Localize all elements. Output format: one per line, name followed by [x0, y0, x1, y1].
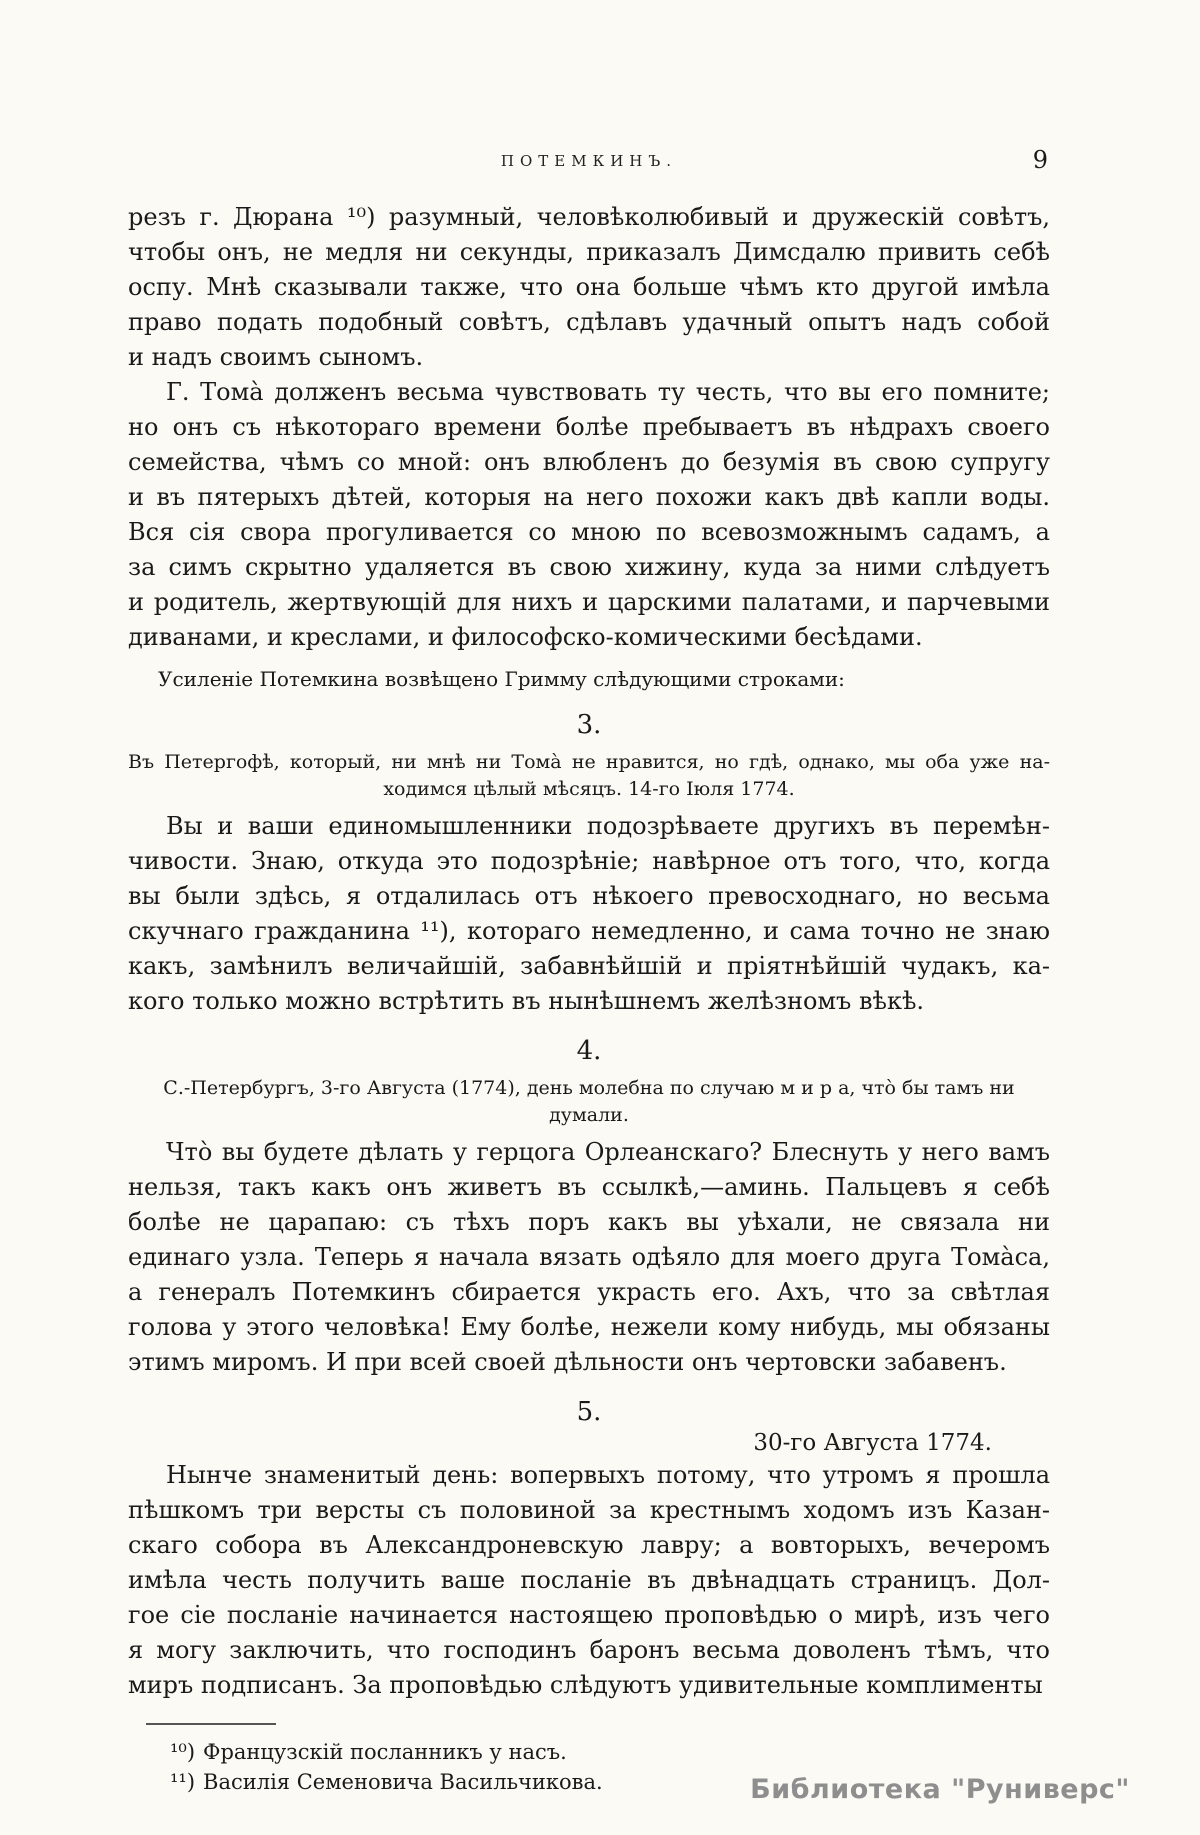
text-line: Чтò вы будете дѣлать у герцога Орлеанскаго? Блеснуть у него вамъ: [166, 1138, 1050, 1166]
letter-5-number: 5.: [576, 1397, 602, 1427]
running-head: [128, 146, 1050, 180]
footnote-marker: ¹⁰): [170, 1740, 196, 1764]
letter-3-heading: [128, 749, 1050, 803]
letter-3-body: [128, 809, 1050, 1019]
letter-4-number: 4.: [576, 1036, 602, 1066]
text-line: право подать подобный совѣтъ, сдѣлавъ удачный опытъ надъ собой: [128, 308, 1050, 336]
text-line: какъ, замѣнилъ величайшій, забавнѣйшій и пріятнѣйшій чудакъ, ка-: [128, 952, 1050, 980]
text-line: имѣла честь получить ваше посланіе въ двѣнадцать страницъ. Дол-: [128, 1566, 1050, 1594]
letter-4-heading: [128, 1075, 1050, 1129]
text-line: семейства, чѣмъ со мной: онъ влюбленъ до безумія въ свою супругу: [128, 448, 1050, 476]
text-line: вы были здѣсь, я отдалилась отъ нѣкоего превосходнаго, но весьма: [128, 882, 1050, 910]
text-line: и надъ своимъ сыномъ.: [128, 343, 424, 371]
text-line: за симъ скрытно удаляется въ свою хижину, куда за ними слѣдуетъ: [128, 553, 1050, 581]
text-line: единаго узла. Теперь я начала вязать одѣяло для моего друга Томàса,: [128, 1243, 1050, 1271]
text-column: [128, 146, 1050, 1797]
text-line: голова у этого человѣка! Ему болѣе, нежели кому нибудь, мы обязаны: [128, 1313, 1050, 1341]
footnote-text: Французскій посланникъ у насъ.: [203, 1740, 567, 1764]
text-line: диванами, и креслами, и философско-комическими бесѣдами.: [128, 623, 923, 651]
text-line: пѣшкомъ три версты съ половиной за крестнымъ ходомъ изъ Казан-: [128, 1496, 1050, 1524]
text-line: болѣе не царапаю: съ тѣхъ поръ какъ вы уѣхали, не связала ни: [128, 1208, 1050, 1236]
footnote-text: Василія Семеновича Васильчикова.: [203, 1770, 603, 1794]
text-line: но онъ съ нѣкотораго времени болѣе пребываетъ въ нѣдрахъ своего: [128, 413, 1050, 441]
letter-3-number: 3.: [576, 710, 602, 740]
text-line: Нынче знаменитый день: вопервыхъ потому, что утромъ я прошла: [166, 1461, 1050, 1489]
text-line: гое сіе посланіе начинается настоящею проповѣдью о мирѣ, изъ чего: [128, 1601, 1050, 1629]
text-line: миръ подписанъ. За проповѣдью слѣдуютъ удивительные комплименты: [128, 1671, 1043, 1699]
text-line: этимъ миромъ. И при всей своей дѣльности онъ чертовски забавенъ.: [128, 1348, 1007, 1376]
text-line: Вы и ваши единомышленники подозрѣваете другихъ въ перемѣн-: [166, 812, 1050, 840]
text-line: скучнаго гражданина ¹¹), котораго немедленно, и сама точно не знаю: [128, 917, 1050, 945]
letter-4-body: [128, 1135, 1050, 1380]
text-line: и въ пятерыхъ дѣтей, которыя на него похожи какъ двѣ капли воды.: [128, 483, 1050, 511]
text-line: чивости. Знаю, откуда это подозрѣніе; навѣрное отъ того, что, когда: [128, 847, 1050, 875]
text-line: и родитель, жертвующій для нихъ и царскими палатами, и парчевыми: [128, 588, 1050, 616]
text-line: скаго собора въ Александроневскую лавру; а вовторыхъ, вечеромъ: [128, 1531, 1050, 1559]
footnote-marker: ¹¹): [170, 1770, 196, 1794]
library-watermark: Библиотека "Руниверс": [750, 1774, 1130, 1805]
text-line: Вся сія свора прогуливается со мною по всевозможнымъ садамъ, а: [128, 518, 1050, 546]
heading-line: С.-Петербургъ, 3-го Августа (1774), день молебна по случаю м и р а, чтò бы тамъ ни думали.: [163, 1077, 1015, 1126]
running-title: ПОТЕМКИНЪ.: [500, 152, 678, 170]
text-line: а генералъ Потемкинъ сбирается украсть его. Ахъ, что за свѣтлая: [128, 1278, 1050, 1306]
page-number: 9: [1032, 146, 1048, 174]
footnote: [128, 1737, 1050, 1767]
text-line: Г. Томà долженъ весьма чувствовать ту честь, что вы его помните;: [166, 378, 1050, 406]
letter-5-body: [128, 1458, 1050, 1703]
text-line: кого только можно встрѣтить въ нынѣшнемъ желѣзномъ вѣкѣ.: [128, 987, 925, 1015]
paragraph-continuation: [128, 200, 1050, 375]
text-line: чтобы онъ, не медля ни секунды, приказалъ Димсдалю привить себѣ: [128, 238, 1050, 266]
text-line: нельзя, такъ какъ онъ живетъ въ ссылкѣ,—аминь. Пальцевъ я себѣ: [128, 1173, 1050, 1201]
text-line: я могу заключить, что господинъ баронъ весьма доволенъ тѣмъ, что: [128, 1636, 1050, 1664]
paragraph-thomas: [128, 375, 1050, 655]
footnote-divider: [146, 1723, 276, 1725]
editor-note: Усиленіе Потемкина возвѣщено Гримму слѣдующими строками:: [158, 667, 845, 691]
text-line: резъ г. Дюрана ¹⁰) разумный, человѣколюбивый и дружескій совѣтъ,: [128, 203, 1050, 231]
text-line: оспу. Мнѣ сказывали также, что она больше чѣмъ кто другой имѣла: [128, 273, 1050, 301]
letter-5-date: 30-го Августа 1774.: [753, 1430, 992, 1456]
heading-line: ходимся цѣлый мѣсяцъ. 14-го Іюля 1774.: [383, 778, 795, 800]
heading-line: Въ Петергофѣ, который, ни мнѣ ни Томà не нравится, но гдѣ, однако, мы оба уже на-: [128, 751, 1050, 773]
